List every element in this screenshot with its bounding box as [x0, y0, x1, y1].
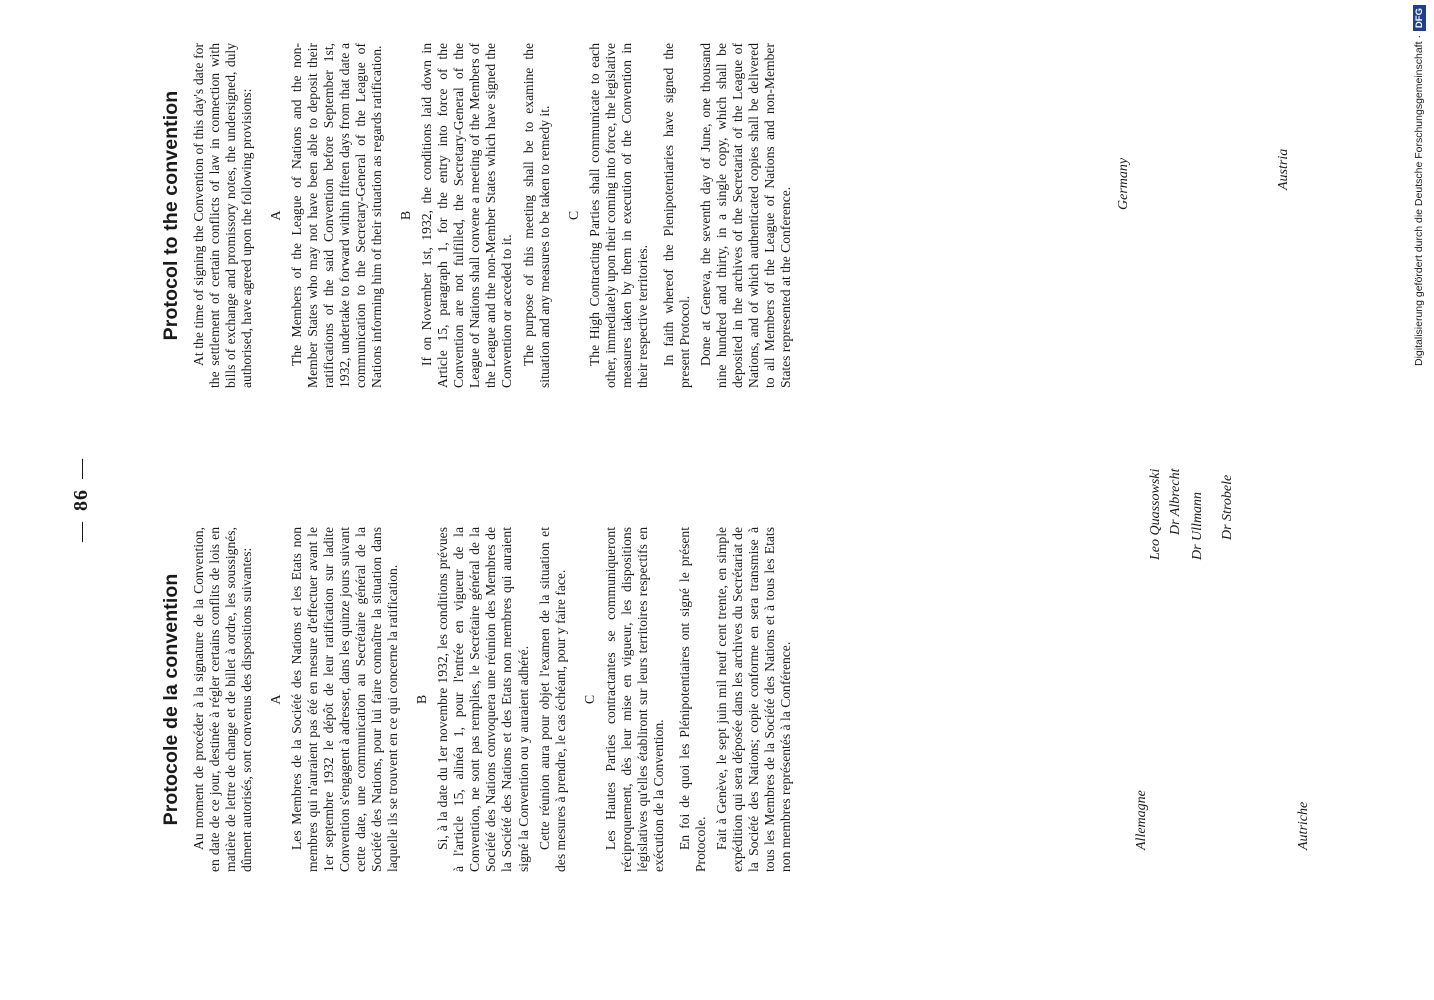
french-section-b-para-1: Si, à la date du 1er novembre 1932, les conditions prévues à l'article 15, alinéa 1, pour l'entrée en vigueur de la Convention, ne sont pas remplies, le Secrétaire général de la Société des Nations convoquera une réunion des Membres de la Société des Nations et des Etats non membres qui auraient signé la Convention ou y auraient adhéré.: [435, 527, 531, 872]
english-faith-clause: In faith whereof the Plenipotentiaries have signed the present Protocol.: [660, 43, 692, 388]
french-section-c: Les Hautes Parties contractantes se communiqueront réciproquement, dès leur mise en vigueur, les dispositions législatives qu'elles établiront sur leurs territoires respectifs en exécution de la Convention.: [602, 527, 666, 872]
french-section-a-heading: A: [269, 694, 285, 705]
english-section-b-para-1: If on November 1st, 1932, the conditions laid down in Article 15, paragraph 1, for the entry into force of the Convention are not fulfilled, the Secretary-General of the League of Nations shall convene a meeting of the Members of the League and the non-Member States which have signed the Convention or acceded to it.: [419, 43, 515, 388]
french-section-c-heading: C: [582, 694, 598, 705]
english-section-a-heading: A: [269, 210, 285, 221]
french-intro: Au moment de procéder à la signature de la Convention, en date de ce jour, destinée à régler certains conflits de lois en matière de lettre de change et de billet à ordre, les soussignés, dûment autorisés, sont convenus des dispositions suivantes:: [191, 527, 255, 872]
french-section-b-para-2: Cette réunion aura pour objet l'examen de la situation et des mesures à prendre, le cas échéant, pour y faire face.: [536, 527, 568, 872]
english-done-clause: Done at Geneva, the seventh day of June, one thousand nine hundred and thirty, in a single copy, which shall be deposited in the archives of the Secretariat of the League of Nations, and of which authenticated copies shall be delivered to all Members of the League of Nations and non-Member States represented at the Conference.: [697, 43, 793, 388]
english-section-c-heading: C: [566, 210, 582, 221]
page-number: —86—: [70, 458, 92, 542]
page-number-value: 86: [70, 489, 92, 511]
signer-albrecht: Dr Albrecht: [1168, 468, 1183, 535]
english-column: [160, 43, 794, 388]
french-faith-clause: En foi de quoi les Plénipotentiaires ont signé le présent Protocole.: [676, 527, 708, 872]
french-done-clause: Fait à Genève, le sept juin mil neuf cent trente, en simple expédition qui sera déposée dans les archives du Secrétariat de la Société des Nations; copie conforme en sera transmise à tous les Membres de la Société des Nations et à tous les Etats non membres représentés à la Conférence.: [713, 527, 793, 872]
country-autriche: Autriche: [1296, 801, 1311, 850]
signature-block: [1040, 0, 1370, 1000]
country-allemagne: Allemagne: [1134, 790, 1149, 850]
signer-quassowski: Leo Quassowski: [1148, 468, 1163, 560]
country-germany: Germany: [1116, 157, 1131, 210]
signer-ullmann: Dr Ullmann: [1190, 491, 1205, 560]
dfg-logo: DFG: [1413, 5, 1426, 31]
english-section-b-para-2: The purpose of this meeting shall be to examine the situation and any measures to be taken to remedy it.: [520, 43, 552, 388]
english-section-c: The High Contracting Parties shall communicate to each other, immediately upon their coming into force, the legislative measures taken by them in execution of the Convention in their respective territories.: [586, 43, 650, 388]
country-austria: Austria: [1276, 148, 1291, 190]
french-section-a: Les Membres de la Société des Nations et les Etats non membres qui n'auraient pas été en mesure d'effectuer avant le 1er septembre 1932 le dépôt de leur ratification sur ladite Convention s'engagent à adresser, dans les quinze jours suivant cette date, une communication au Secrétaire général de la Société des Nations, pour lui faire connaître la situation dans laquelle ils se trouvent en ce qui concerne la ratification.: [289, 527, 401, 872]
french-title: Protocole de la convention: [160, 573, 182, 826]
french-section-b-heading: B: [415, 694, 431, 705]
english-intro: At the time of signing the Convention of this day's date for the settlement of certain conflicts of law in connection with bills of exchange and promissory notes, the undersigned, duly authorised, have agreed upon the following provisions:: [191, 43, 255, 388]
signer-strobele: Dr Strobele: [1220, 474, 1235, 540]
french-column: [160, 527, 794, 872]
english-section-b-heading: B: [399, 210, 415, 221]
english-section-a: The Members of the League of Nations and the non-Member States who may not have been able to deposit their ratifications of the said Convention before September 1st, 1932, undertake to forward within fifteen days from that date a communication to the Secretary-General of the League of Nations informing him of their situation as regards ratification.: [289, 43, 385, 388]
digitization-credit-text: Digitalisierung gefördert durch die Deutsche Forschungsgemeinschaft ·: [1413, 35, 1425, 366]
digitization-credit: [1408, 5, 1430, 395]
english-title: Protocol to the convention: [160, 90, 182, 341]
